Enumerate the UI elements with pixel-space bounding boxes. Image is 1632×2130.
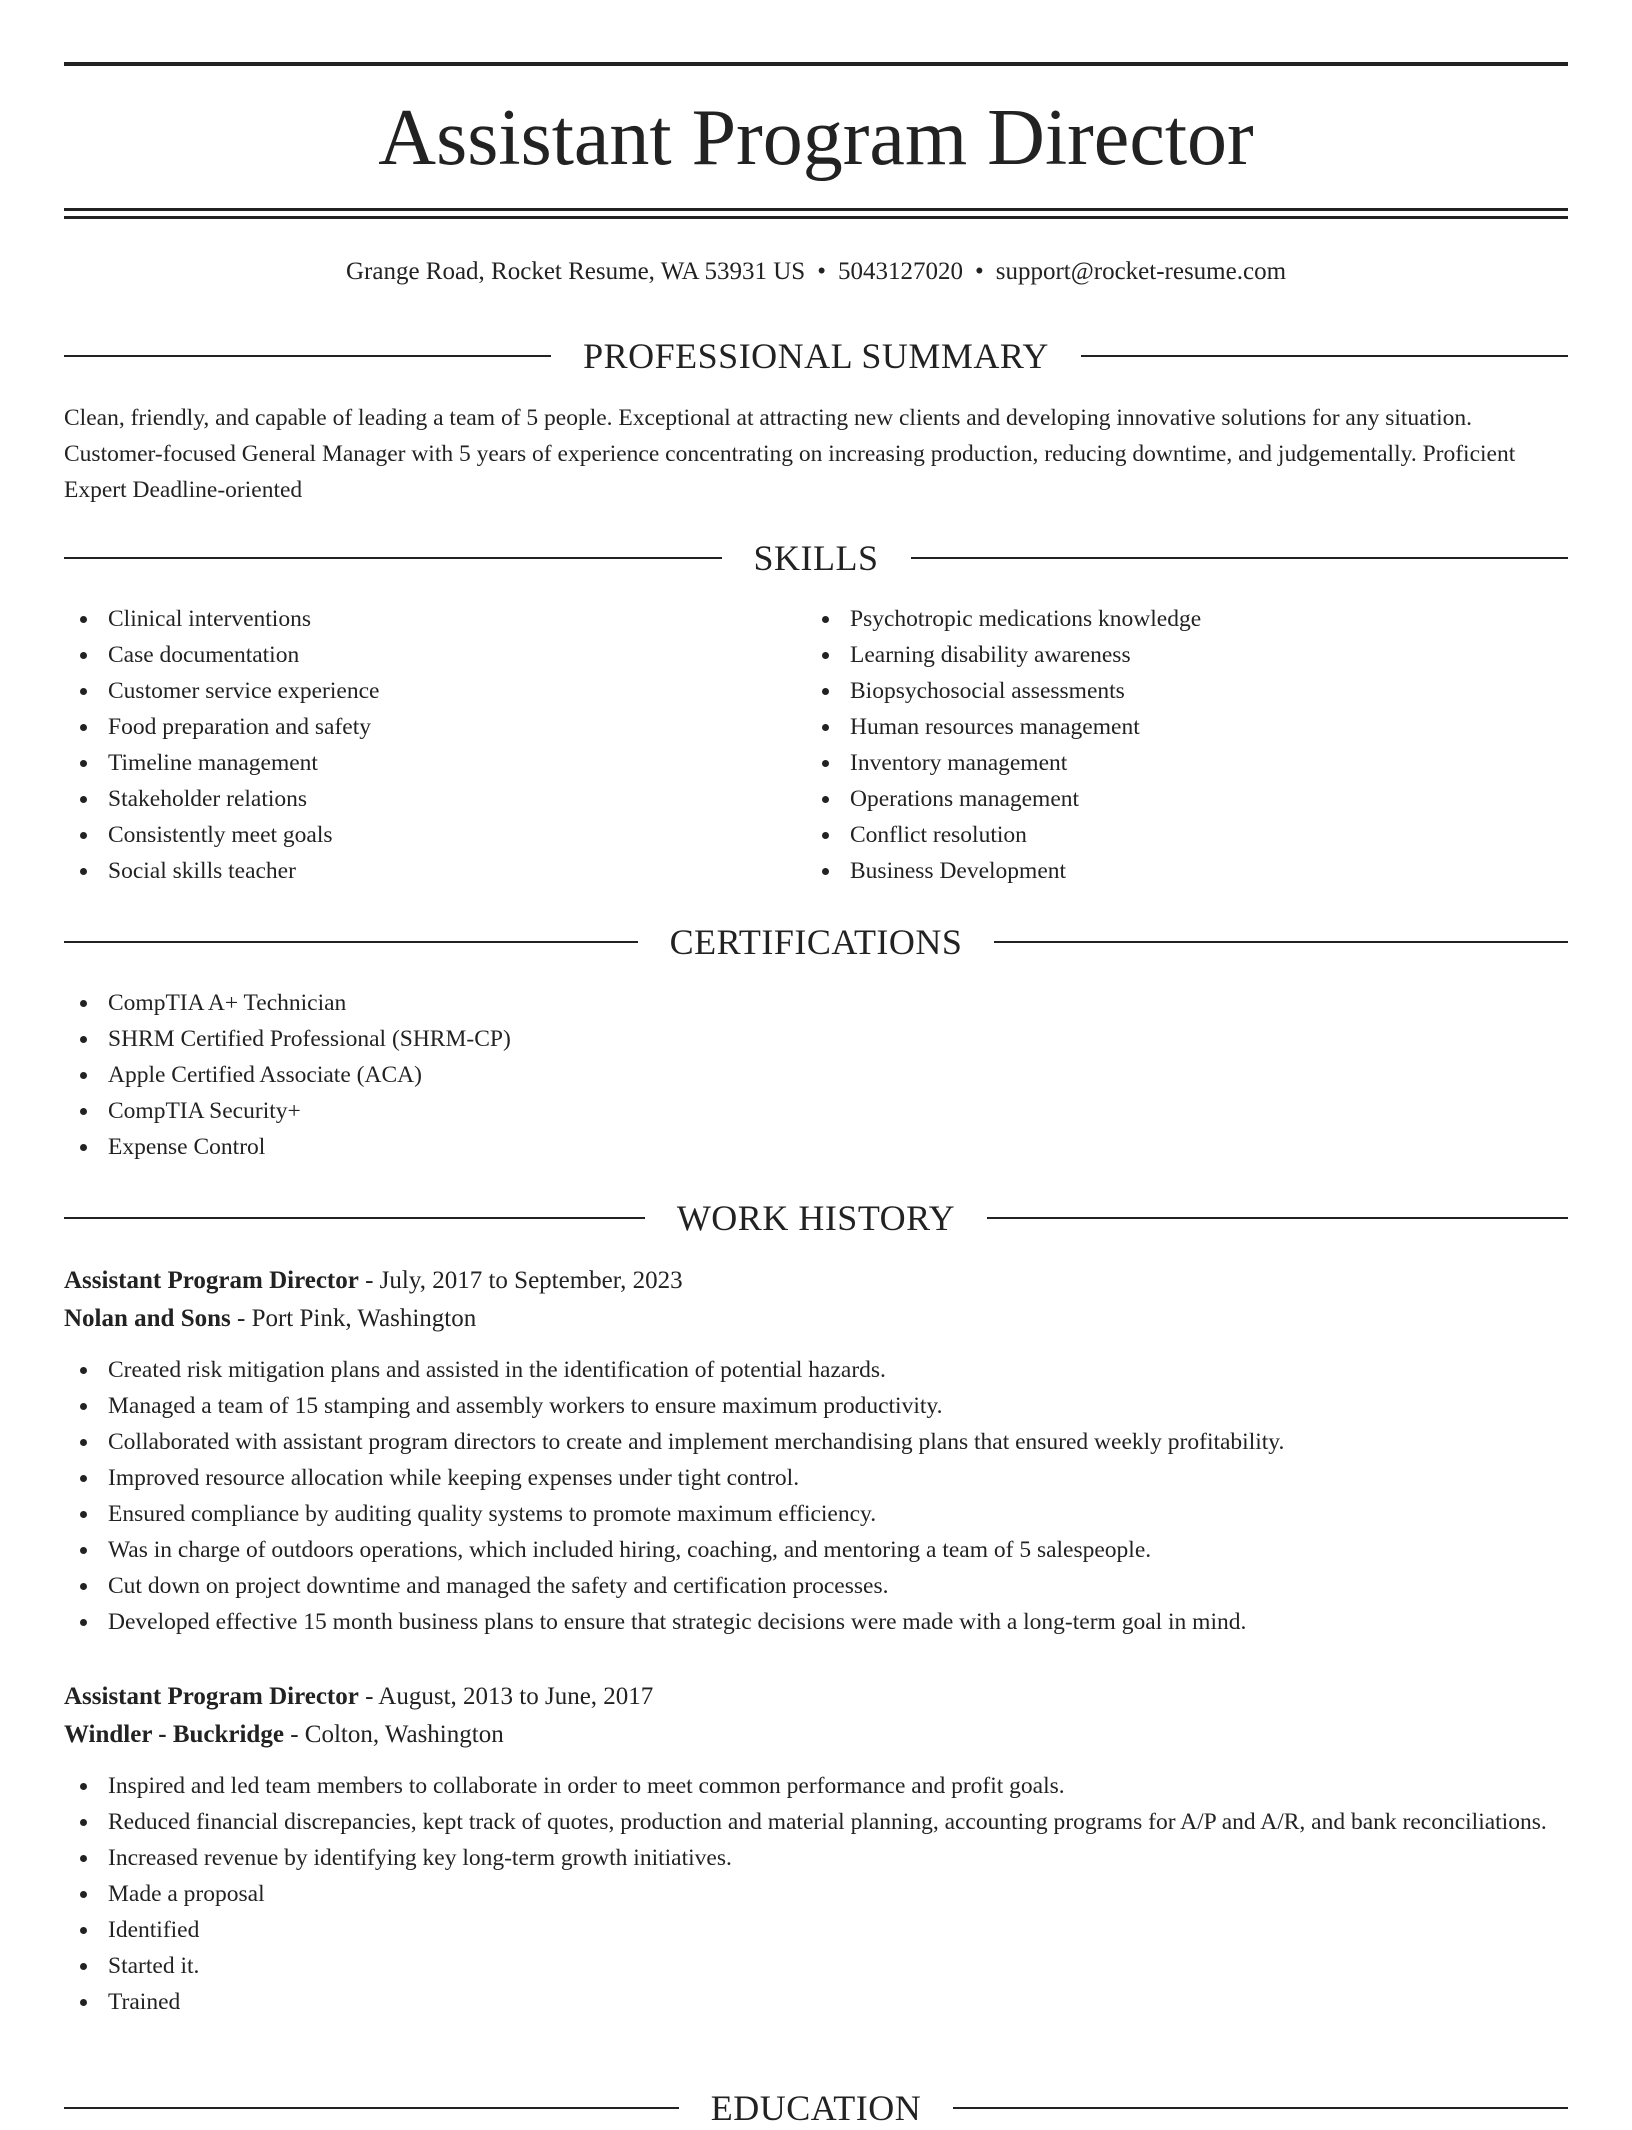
skill-item: Learning disability awareness xyxy=(806,637,1566,673)
section-title: EDUCATION xyxy=(710,2088,922,2128)
job-dates: - August, 2013 to June, 2017 xyxy=(358,1683,654,1710)
contact-separator: • xyxy=(817,258,826,285)
heading-rule xyxy=(1081,355,1568,357)
job-duty: Collaborated with assistant program directors to create and implement merchandising plans that ensured weekly profitability. xyxy=(64,1424,1568,1460)
skill-item: Business Development xyxy=(806,853,1566,889)
job-company-line xyxy=(64,1716,1568,1754)
certification-item: Apple Certified Associate (ACA) xyxy=(64,1057,1568,1093)
section-heading-summary xyxy=(64,334,1568,378)
job-duty: Was in charge of outdoors operations, which included hiring, coaching, and mentoring a team of 5 salespeople. xyxy=(64,1532,1568,1568)
skill-item: Stakeholder relations xyxy=(64,781,804,817)
job-entry xyxy=(64,1262,1568,1640)
job-duty: Made a proposal xyxy=(64,1876,1568,1912)
job-duties-list xyxy=(64,1768,1568,2020)
job-title-line xyxy=(64,1262,1568,1300)
resume-title: Assistant Program Director xyxy=(378,94,1254,182)
job-duty: Started it. xyxy=(64,1948,1568,1984)
skill-item: Social skills teacher xyxy=(64,853,804,889)
heading-rule xyxy=(953,2107,1568,2109)
job-duty: Inspired and led team members to collaborate in order to meet common performance and profit goals. xyxy=(64,1768,1568,1804)
job-location: - Port Pink, Washington xyxy=(230,1305,477,1332)
skills-column-right xyxy=(806,601,1566,889)
title-rule-upper xyxy=(64,208,1568,211)
skill-item: Operations management xyxy=(806,781,1566,817)
skill-item: Case documentation xyxy=(64,637,804,673)
job-duty: Reduced financial discrepancies, kept track of quotes, production and material planning, accounting programs for A/P and A/R, and bank reconciliations. xyxy=(64,1804,1568,1840)
summary-text: Clean, friendly, and capable of leading a team of 5 people. Exceptional at attracting new clients and developing innovative solutions for any situation. Customer-focused General Manager with 5 years of experience concentrating on increasing production, reducing downtime, and judgementally. Proficient Expert Deadline-oriented xyxy=(64,405,1516,503)
job-company-line xyxy=(64,1300,1568,1338)
section-title: CERTIFICATIONS xyxy=(669,922,963,962)
job-company: Windler - Buckridge xyxy=(64,1721,284,1748)
job-duty: Increased revenue by identifying key long-term growth initiatives. xyxy=(64,1840,1568,1876)
section-heading-work-history xyxy=(64,1196,1568,1240)
skills-column-left xyxy=(64,601,804,889)
job-duty: Ensured compliance by auditing quality systems to promote maximum efficiency. xyxy=(64,1496,1568,1532)
job-entry xyxy=(64,1678,1568,2020)
skill-item: Inventory management xyxy=(806,745,1566,781)
job-title: Assistant Program Director xyxy=(64,1683,359,1710)
certification-item: CompTIA Security+ xyxy=(64,1093,1568,1129)
job-duty: Improved resource allocation while keeping expenses under tight control. xyxy=(64,1460,1568,1496)
skills-list-left xyxy=(64,601,804,889)
heading-rule xyxy=(64,1217,645,1219)
heading-rule xyxy=(911,557,1569,559)
certification-item: Expense Control xyxy=(64,1129,1568,1165)
certification-item: CompTIA A+ Technician xyxy=(64,985,1568,1021)
skill-item: Consistently meet goals xyxy=(64,817,804,853)
job-company: Nolan and Sons xyxy=(64,1305,231,1332)
skill-item: Food preparation and safety xyxy=(64,709,804,745)
certifications-block xyxy=(64,985,1568,1165)
skill-item: Biopsychosocial assessments xyxy=(806,673,1566,709)
section-title: SKILLS xyxy=(753,538,879,578)
certifications-list xyxy=(64,985,1568,1165)
skills-list-right xyxy=(806,601,1566,889)
skill-item: Customer service experience xyxy=(64,673,804,709)
section-heading-skills xyxy=(64,536,1568,580)
job-location: - Colton, Washington xyxy=(283,1721,504,1748)
skill-item: Human resources management xyxy=(806,709,1566,745)
job-dates: - July, 2017 to September, 2023 xyxy=(358,1267,683,1294)
section-heading-certifications xyxy=(64,920,1568,964)
contact-email: support@rocket-resume.com xyxy=(995,258,1287,285)
heading-rule xyxy=(64,941,638,943)
contact-phone: 5043127020 xyxy=(837,258,963,285)
heading-rule xyxy=(64,2107,679,2109)
skill-item: Conflict resolution xyxy=(806,817,1566,853)
contact-address: Grange Road, Rocket Resume, WA 53931 US xyxy=(345,258,806,285)
job-duty: Managed a team of 15 stamping and assembly workers to ensure maximum productivity. xyxy=(64,1388,1568,1424)
certification-item: SHRM Certified Professional (SHRM-CP) xyxy=(64,1021,1568,1057)
title-rule-lower xyxy=(64,216,1568,219)
heading-rule xyxy=(64,557,722,559)
section-title: PROFESSIONAL SUMMARY xyxy=(583,336,1049,376)
job-duty: Cut down on project downtime and managed the safety and certification processes. xyxy=(64,1568,1568,1604)
job-duty: Trained xyxy=(64,1984,1568,2020)
job-duties-list xyxy=(64,1352,1568,1640)
job-duty: Created risk mitigation plans and assisted in the identification of potential hazards. xyxy=(64,1352,1568,1388)
job-title: Assistant Program Director xyxy=(64,1267,359,1294)
section-title: WORK HISTORY xyxy=(676,1198,956,1238)
job-title-line xyxy=(64,1678,1568,1716)
heading-rule xyxy=(64,355,551,357)
job-duty: Developed effective 15 month business plans to ensure that strategic decisions were made with a long-term goal in mind. xyxy=(64,1604,1568,1640)
skill-item: Clinical interventions xyxy=(64,601,804,637)
top-rule xyxy=(64,62,1568,66)
job-duty: Identified xyxy=(64,1912,1568,1948)
skill-item: Timeline management xyxy=(64,745,804,781)
contact-line xyxy=(64,254,1568,290)
section-heading-education xyxy=(64,2086,1568,2130)
skill-item: Psychotropic medications knowledge xyxy=(806,601,1566,637)
heading-rule xyxy=(987,1217,1568,1219)
heading-rule xyxy=(994,941,1568,943)
contact-separator: • xyxy=(974,258,984,285)
